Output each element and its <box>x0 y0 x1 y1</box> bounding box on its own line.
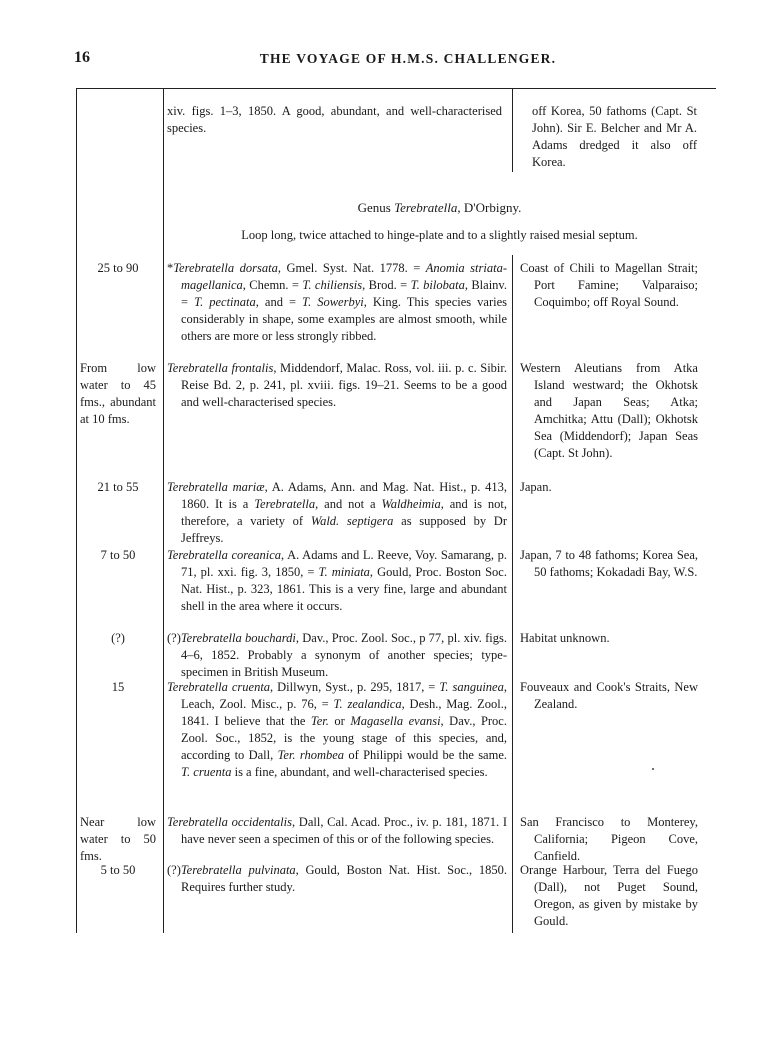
text: , Dav., Proc. Zool. Soc., p 77, pl. xiv. figs. 4–6, 1852. Probably a synonym of another species; type-specimen in British Museum. <box>181 631 507 679</box>
habitat-text: Japan. <box>520 480 552 494</box>
habitat-frontalis <box>520 360 698 462</box>
synonym: Wald. septigera <box>310 514 394 528</box>
synonym: Ter. <box>310 714 329 728</box>
species-cruenta <box>167 679 507 781</box>
habitat-text: Orange Harbour, Terra del Fuego (Dall), not Puget Sound, Oregon, as given by mistake by Gould. <box>520 863 698 928</box>
continued-habitat-text: off Korea, 50 fathoms (Capt. St John). Sir E. Belcher and Mr A. Adams dredged it also off Korea. <box>532 104 697 169</box>
species-dorsata <box>167 260 507 345</box>
species-mark: (?) <box>167 863 181 877</box>
synonym: T. sanguinea <box>439 680 504 694</box>
genus-author: , D'Orbigny. <box>457 200 522 215</box>
text: , Desh., Mag. Zool., 1841. I believe that the <box>181 697 507 728</box>
synonym: T. miniata <box>318 565 370 579</box>
habitat-dorsata <box>520 260 698 311</box>
species-pulvinata <box>167 862 507 896</box>
print-speck <box>652 768 654 770</box>
top-rule <box>76 88 716 89</box>
habitat-text: San Francisco to Monterey, California; Pigeon Cove, Canfield. <box>520 815 698 863</box>
text: , A. Adams, Ann. and Mag. Nat. Hist., p. 413, 1860. It is a <box>181 480 507 511</box>
text: , Middendorf, Malac. Ross, vol. iii. p. c. Sibir. Reise Bd. 2, p. 241, pl. xviii. figs. 19–21. Seems to be a good and well-characterised species. <box>181 361 507 409</box>
text: of Philippi would be the same. <box>344 748 507 762</box>
text: , Brod. = <box>362 278 411 292</box>
depth-bouchardi: (?) <box>111 631 125 645</box>
species-frontalis <box>167 360 507 411</box>
text: , and not a <box>315 497 382 511</box>
text: is a fine, abundant, and well-characterised species. <box>231 765 488 779</box>
habitat-bouchardi <box>520 630 698 647</box>
species-name: Terebratella bouchardi <box>180 631 296 645</box>
synonym: T. bilobata <box>410 278 465 292</box>
text: , King. This species varies considerably in shape, some examples are almost smooth, while others are more or less strongly ribbed. <box>181 295 507 343</box>
synonym: T. pectinata <box>194 295 256 309</box>
synonym: Anomia striata-magellanica <box>181 261 507 292</box>
genus-heading <box>167 200 712 216</box>
species-name: Terebratella frontalis <box>167 361 274 375</box>
habitat-cruenta <box>520 679 698 713</box>
habitat-text: Coast of Chili to Magellan Strait; Port Famine; Valparaiso; Coquimbo; off Royal Sound. <box>520 261 698 309</box>
text: , Chemn. = <box>242 278 303 292</box>
synonym: Terebratella <box>254 497 316 511</box>
species-bouchardi <box>167 630 507 681</box>
depth-occidentalis: Near low water to 50 fms. <box>80 815 156 863</box>
depth-dorsata: 25 to 90 <box>97 261 139 275</box>
depth-mariae: 21 to 55 <box>97 480 139 494</box>
species-mariae <box>167 479 507 547</box>
synonym: T. Sowerbyi <box>302 295 364 309</box>
habitat-pulvinata <box>520 862 698 930</box>
species-mark: * <box>167 261 174 275</box>
left-rule <box>76 88 77 933</box>
page-number: 16 <box>74 49 90 66</box>
habitat-text: Fouveaux and Cook's Straits, New Zealand. <box>520 680 698 711</box>
synonym: T. cruenta <box>181 765 232 779</box>
depth-coreanica: 7 to 50 <box>100 548 136 562</box>
depth-pulvinata: 5 to 50 <box>100 863 136 877</box>
synonym: Magasella evansi <box>350 714 441 728</box>
species-name: Terebratella pulvinata <box>180 863 296 877</box>
text: , Dav., Proc. Zool. Soc., 1852, is the young stage of this species, and, according to Dall, <box>181 714 507 762</box>
species-name: Terebratella dorsata <box>173 261 278 275</box>
text: , and = <box>255 295 303 309</box>
synonym: Waldheimia <box>381 497 441 511</box>
species-name: Terebratella mariæ <box>167 480 265 494</box>
species-name: Terebratella occidentalis <box>167 815 292 829</box>
running-title: THE VOYAGE OF H.M.S. CHALLENGER. <box>259 51 557 66</box>
genus-name: Terebratella <box>394 200 458 215</box>
text: , Gould, Boston Nat. Hist. Soc., 1850. Requires further study. <box>181 863 507 894</box>
text: , A. Adams and L. Reeve, Voy. Samarang, p. 71, pl. xxi. fig. 3, 1850, = <box>181 548 507 579</box>
habitat-mariae <box>520 479 698 496</box>
synonym: Ter. rhombea <box>277 748 345 762</box>
synonym: T. zealandica <box>333 697 402 711</box>
text: , Dall, Cal. Acad. Proc., iv. p. 181, 1871. I have never seen a specimen of this or of the following species. <box>181 815 507 846</box>
species-name: Terebratella coreanica <box>167 548 282 562</box>
text: or <box>328 714 351 728</box>
habitat-text: Japan, 7 to 48 fathoms; Korea Sea, 50 fathoms; Kokadadi Bay, W.S. <box>520 548 698 579</box>
text: , Blainv. = <box>181 278 507 309</box>
depth-cruenta: 15 <box>111 680 125 694</box>
habitat-text: Habitat unknown. <box>520 631 610 645</box>
species-occidentalis <box>167 814 507 848</box>
habitat-occidentalis <box>520 814 698 865</box>
text: , Gould, Proc. Boston Soc. Nat. Hist., p. 323, 1861. This is a very fine, large and abundant shell in the area where it occurs. <box>181 565 507 613</box>
genus-prefix: Genus <box>357 200 395 215</box>
text: , Leach, Zool. Misc., p. 76, = <box>181 680 507 711</box>
depth-frontalis: From low water to 45 fms., abundant at 10 fms. <box>80 361 156 426</box>
continued-species-text: xiv. figs. 1–3, 1850. A good, abundant, and well-characterised species. <box>167 104 502 135</box>
habitat-coreanica <box>520 547 698 581</box>
species-mark: (?) <box>167 631 181 645</box>
column-rule-depth <box>163 88 164 933</box>
column-rule-habitat <box>512 255 513 933</box>
text: , Dillwyn, Syst., p. 295, 1817, = <box>270 680 440 694</box>
synonym: T. chiliensis <box>302 278 363 292</box>
text: , and is not, therefore, a variety of <box>181 497 508 528</box>
genus-description: Loop long, twice attached to hinge-plate and to a slightly raised mesial septum. <box>241 228 638 242</box>
species-coreanica <box>167 547 507 615</box>
species-name: Terebratella cruenta <box>167 680 271 694</box>
habitat-text: Western Aleutians from Atka Island westward; the Okhotsk and Japan Seas; Atka; Amchitka; Attu (Dall); Okhotsk Sea (Middendorf); Japan Seas (Capt. St John). <box>520 361 698 460</box>
text: , Gmel. Syst. Nat. 1778. = <box>277 261 426 275</box>
column-rule-habitat-top <box>512 88 513 172</box>
text: as supposed by Dr Jeffreys. <box>181 514 507 545</box>
